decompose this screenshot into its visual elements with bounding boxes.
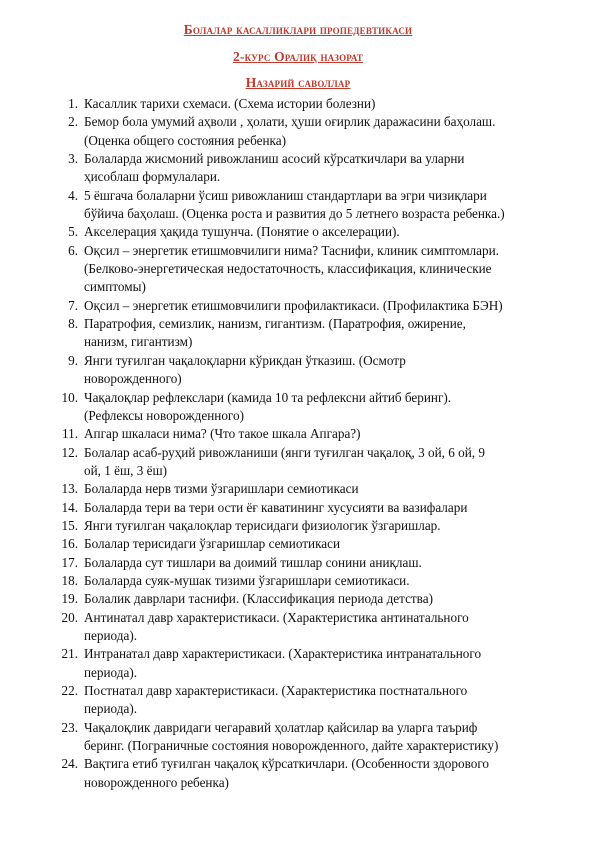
question-text-line: ой, 1 ёш, 3 ёш) (84, 462, 168, 478)
question-text-line: Апгар шкаласи нима? (Что такое шкала Апгара?) (84, 426, 361, 442)
question-number: 5. (68, 224, 78, 240)
question-text-line: Болаларда жисмоний ривожланиш асосий кўрсаткичлари ва уларни (84, 151, 465, 167)
question-text-line: Болаларда тери ва тери ости ёғ каватининг хусусияти ва вазифалари (84, 499, 468, 515)
question-item (61, 645, 584, 682)
question-text-line: бўйича баҳолаш. (Оценка роста и развития до 5 летнего возраста ребенка.) (84, 206, 505, 222)
question-item (61, 590, 584, 608)
questions-list (61, 95, 584, 792)
question-number: 6. (68, 242, 78, 258)
question-text-line: Болалар терисидаги ўзгаришлар семиотикаси (84, 536, 341, 552)
question-item (61, 572, 584, 590)
question-item (62, 425, 584, 443)
question-text-line: Антинатал давр характеристикаси. (Характеристика антинатального (84, 609, 469, 625)
question-number: 22. (61, 683, 78, 698)
question-text-line: нанизм, гигантизм) (84, 334, 193, 350)
question-text-line: Болалар асаб-руҳий ривожланиши (янги туғилган чақалоқ, 3 ой, 6 ой, 9 (84, 444, 485, 460)
question-text-line: Паратрофия, семизлик, нанизм, гигантизм. (Паратрофия, ожирение, (84, 316, 466, 332)
question-item (61, 535, 584, 553)
document-title: Болалар касалликлари пропедевтикаси (183, 22, 413, 37)
question-item (68, 242, 584, 297)
question-item (61, 719, 584, 756)
question-number: 18. (61, 572, 78, 588)
question-text-line: беринг. (Пограничные состояния новорожденного, дайте характеристику) (84, 738, 499, 754)
question-text-line: (Белково-энергетическая недостаточность, классификация, клинические (84, 261, 492, 277)
question-number: 7. (68, 297, 78, 313)
question-number: 17. (61, 554, 78, 570)
question-item (61, 755, 584, 792)
question-text-line: периода). (84, 701, 138, 717)
question-item (61, 499, 584, 517)
question-text-line: Янги туғилган чақалоқларни кўрикдан ўтказиш. (Осмотр (84, 352, 406, 368)
question-text-line: периода). (84, 627, 138, 643)
question-number: 16. (61, 536, 78, 552)
question-number: 21. (61, 646, 78, 662)
section-heading: Назарий саволлар (245, 75, 351, 90)
question-text-line: новорожденного) (84, 371, 182, 387)
question-item (68, 352, 584, 389)
question-item (61, 480, 584, 498)
question-text-line: Касаллик тарихи схемаси. (Схема истории болезни) (84, 96, 376, 111)
question-text-line: периода). (84, 664, 138, 680)
question-item (61, 609, 584, 646)
question-item (61, 682, 584, 719)
question-item (61, 444, 584, 481)
question-number: 15. (61, 517, 78, 533)
question-text-line: Янги туғилган чақалоқлар терисидаги физиологик ўзгаришлар. (84, 517, 441, 533)
question-number: 11. (62, 426, 78, 442)
question-number: 3. (68, 151, 78, 167)
question-item (68, 150, 584, 187)
question-text-line: Болалик даврлари таснифи. (Классификация периода детства) (84, 591, 433, 607)
question-text-line: (Оценка общего состояния ребенка) (84, 132, 286, 148)
question-text-line: (Рефлексы новорожденного) (84, 407, 244, 423)
question-number: 14. (61, 499, 78, 515)
question-number: 20. (61, 609, 78, 625)
question-item (68, 95, 584, 113)
question-text-line: Постнатал давр характеристикаси. (Характеристика постнатального (84, 683, 468, 698)
question-text-line: Бемор бола умумий аҳволи , ҳолати, ҳуши оғирлик даражасини баҳолаш. (84, 114, 496, 130)
question-item (68, 187, 584, 224)
question-text-line: Интранатал давр характеристикаси. (Характеристика интранатального (84, 646, 482, 662)
question-text-line: Болаларда нерв тизми ўзгаришлари семиотикаси (84, 481, 359, 497)
question-text-line: Вақтига етиб туғилган чақалоқ кўрсаткичлари. (Особенности здорового (84, 756, 489, 772)
question-number: 1. (68, 96, 78, 111)
question-text-line: Оқсил – энергетик етишмовчилиги профилактикаси. (Профилактика БЭН) (84, 297, 503, 313)
question-number: 4. (68, 187, 78, 203)
question-number: 2. (68, 114, 78, 130)
question-item (61, 389, 584, 426)
question-number: 23. (61, 719, 78, 735)
question-text-line: Акселерация ҳақида тушунча. (Понятие о акселерации). (84, 224, 400, 240)
question-number: 8. (68, 316, 78, 332)
question-number: 24. (61, 756, 78, 772)
question-item (68, 113, 584, 150)
question-number: 13. (61, 481, 78, 497)
question-text-line: ҳисоблаш формулалари. (84, 169, 221, 185)
question-number: 9. (68, 352, 78, 368)
question-text-line: симптомы) (84, 279, 146, 295)
question-text-line: Болаларда сут тишлари ва доимий тишлар сонини аниқлаш. (84, 554, 422, 570)
question-text-line: Чақалоқлик давридаги чегаравий ҳолатлар қайсилар ва уларга таъриф (84, 719, 478, 735)
question-text-line: Чақалоқлар рефлекслари (камида 10 та рефлексни айтиб беринг). (84, 389, 452, 405)
question-item (68, 223, 584, 241)
document-subtitle: 2-курс Оралиқ назорат (233, 49, 363, 64)
question-number: 19. (61, 591, 78, 607)
question-item (61, 517, 584, 535)
question-text-line: 5 ёшгача болаларни ўсиш ривожланиш стандартлари ва эгри чизиқлари (84, 187, 487, 203)
question-text-line: новорожденного ребенка) (84, 774, 229, 790)
question-item (61, 554, 584, 572)
question-number: 12. (61, 444, 78, 460)
question-number: 10. (61, 389, 78, 405)
question-text-line: Болаларда суяк-мушак тизими ўзгаришлари семиотикаси. (84, 572, 410, 588)
question-text-line: Оқсил – энергетик етишмовчилиги нима? Таснифи, клиник симптомлари. (84, 242, 499, 258)
question-item (68, 297, 584, 315)
question-item (68, 315, 584, 352)
